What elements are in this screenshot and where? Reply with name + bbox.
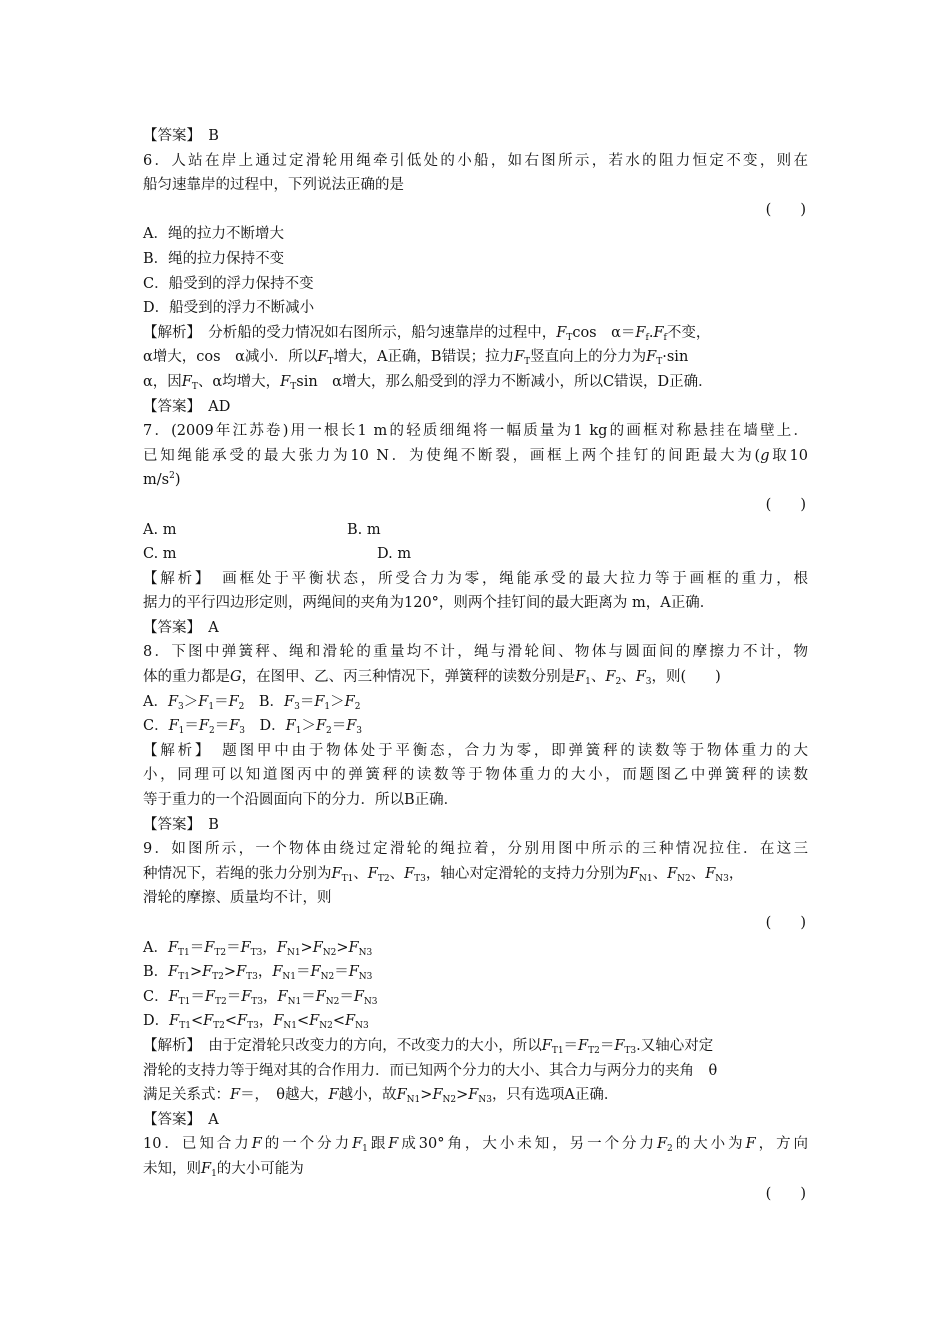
option-a: A．$F_{T1}=F_{T2}=F_{T3}$，$F_{N1}>F_{N2}>F_{N3}$ <box>143 939 373 958</box>
analysis-line-1: 【解析】 分析船的受力情况如右图所示，船匀速靠岸的过程中，$F_T\cos$ $\alpha=F_f.F_f$不变， <box>143 324 711 343</box>
answer-line-q7 <box>143 616 808 641</box>
answer-blank: ( ) <box>765 915 806 931</box>
analysis-tag: 【解析】 <box>143 570 205 587</box>
answer-line-q6 <box>143 395 808 420</box>
answer-blank: ( ) <box>765 1185 806 1202</box>
options-cd <box>143 542 808 567</box>
analysis-line-3: α，因$F_T$、α均增大，$F_T\sin$ α增大，那么船受到的浮力不断减小，所以C错误，D正确． <box>143 373 713 392</box>
answer-tag: 【答案】 <box>143 1111 194 1128</box>
analysis-tag: 【解析】 <box>143 324 194 341</box>
analysis-line-1: 【解析】 画框处于平衡状态，所受合力为零，绳能承受的最大拉力等于画框的重力，根 <box>143 570 809 587</box>
question-7-stem-line-3: $m/s^2$) <box>143 471 181 489</box>
analysis-line-3: 等于重力的一个沿圆面向下的分力．所以B正确． <box>143 792 459 809</box>
option-c: C．$F_{T1}=F_{T2}=F_{T3}$，$F_{N1}=F_{N2}=F_{N3}$ <box>143 988 378 1007</box>
answer-blank: ( ) <box>765 496 806 513</box>
answer-value: B <box>208 128 219 144</box>
answer-tag: 【答案】 <box>143 398 194 415</box>
options-cd: C．$F_1=F_2=F_3$ D．$F_1>F_2=F_3$ <box>143 718 363 737</box>
analysis-line-1: 【解析】 由于定滑轮只改变力的方向，不改变力的大小，所以$F_{T1}=F_{T2}=F_{T3}$.又轴心对定 <box>143 1037 714 1056</box>
option-c: C. m <box>143 546 177 563</box>
analysis-line-2: 小，同理可以知道图丙中的弹簧秤的读数等于物体重力的大小，而题图乙中弹簧秤的读数 <box>143 767 808 784</box>
question-8-stem-line-2: 体的重力都是G，在图甲、乙、丙三种情况下，弹簧秤的读数分别是$F_1$、$F_2$、$F_3$，则( ) <box>143 669 721 688</box>
question-7-stem-line-1: 7．(2009年江苏卷)用一根长1 m的轻质细绳将一幅质量为1 kg的画框对称悬挂在墙壁上． <box>143 423 808 440</box>
option-d: D．船受到的浮力不断减小 <box>143 300 315 317</box>
question-9-stem-line-3: 滑轮的摩擦、质量均不计，则 <box>143 890 332 907</box>
answer-line-q5 <box>143 124 808 149</box>
options-ab <box>143 518 808 543</box>
answer-line-q9 <box>143 1108 808 1133</box>
answer-value: B <box>208 816 219 833</box>
answer-value: A <box>208 619 219 636</box>
option-d: D. m <box>377 546 412 563</box>
answer-tag: 【答案】 <box>143 816 194 833</box>
option-a: A．绳的拉力不断增大 <box>143 226 284 243</box>
analysis-line-1: 【解析】 题图甲中由于物体处于平衡态，合力为零，即弹簧秤的读数等于物体重力的大 <box>143 742 809 759</box>
question-9-stem-line-1: 9．如图所示，一个物体由绕过定滑轮的绳拉着，分别用图中所示的三种情况拉住．在这三 <box>143 841 808 858</box>
answer-blank: ( ) <box>765 201 806 218</box>
answer-tag: 【答案】 <box>143 128 194 144</box>
option-b: B. m <box>347 521 381 538</box>
analysis-tag: 【解析】 <box>143 1037 194 1054</box>
analysis-line-2: α增大，cos α减小．所以$F_T$增大，A正确，B错误；拉力$F_T$竖直向上的分力为$F_T\cdot\sin$ <box>143 349 689 368</box>
option-b: B．$F_{T1}>F_{T2}>F_{T3}$，$F_{N1}=F_{N2}=F_{N3}$ <box>143 964 373 983</box>
analysis-line-2: 据力的平行四边形定则，两绳间的夹角为120°，则两个挂钉间的最大距离为 m，A正确． <box>143 595 715 612</box>
options-ab: A．$F_3>F_1=F_2$ B．$F_3=F_1>F_2$ <box>143 693 361 712</box>
question-8-stem-line-1: 8．下图中弹簧秤、绳和滑轮的重量均不计，绳与滑轮间、物体与圆面间的摩擦力不计，物 <box>143 644 808 661</box>
answer-value: AD <box>208 398 231 415</box>
question-6-stem-line-2: 船匀速靠岸的过程中，下列说法正确的是 <box>143 177 404 194</box>
answer-tag: 【答案】 <box>143 619 194 636</box>
document-page <box>143 124 808 1206</box>
analysis-line-3: 满足关系式：F＝， θ越大，F越小，故$F_{N1}>F_{N2}>F_{N3}$，只有选项A正确． <box>143 1087 619 1106</box>
question-7-stem-line-2: 已知绳能承受的最大张力为10 N．为使绳不断裂，画框上两个挂钉的间距最大为(g取10 <box>143 447 808 464</box>
question-9-stem-line-2: 种情况下，若绳的张力分别为$F_{T1}$、$F_{T2}$、$F_{T3}$，轴心对定滑轮的支持力分别为$F_{N1}$、$F_{N2}$、$F_{N3}$， <box>143 865 744 884</box>
question-6-stem-line-1: 6．人站在岸上通过定滑轮用绳牵引低处的小船，如右图所示，若水的阻力恒定不变，则在 <box>143 152 808 169</box>
option-c: C．船受到的浮力保持不变 <box>143 275 314 292</box>
question-10-stem-line-2: 未知，则$F_1$的大小可能为 <box>143 1160 304 1179</box>
analysis-line-2: 滑轮的支持力等于绳对其的合作用力．而已知两个分力的大小、其合力与两分力的夹角 θ <box>143 1062 718 1079</box>
answer-value: A <box>208 1111 219 1128</box>
option-d: D．$F_{T1}<F_{T2}<F_{T3}$，$F_{N1}<F_{N2}<F_{N3}$ <box>143 1013 369 1032</box>
question-10-stem-line-1: 10．已知合力F的一个分力$F_1$跟F成30°角，大小未知，另一个分力$F_2$的大小为F，方向 <box>143 1136 809 1155</box>
analysis-tag: 【解析】 <box>143 742 205 759</box>
answer-line-q8 <box>143 813 808 838</box>
option-a: A. m <box>143 521 177 538</box>
option-b: B．绳的拉力保持不变 <box>143 250 285 267</box>
